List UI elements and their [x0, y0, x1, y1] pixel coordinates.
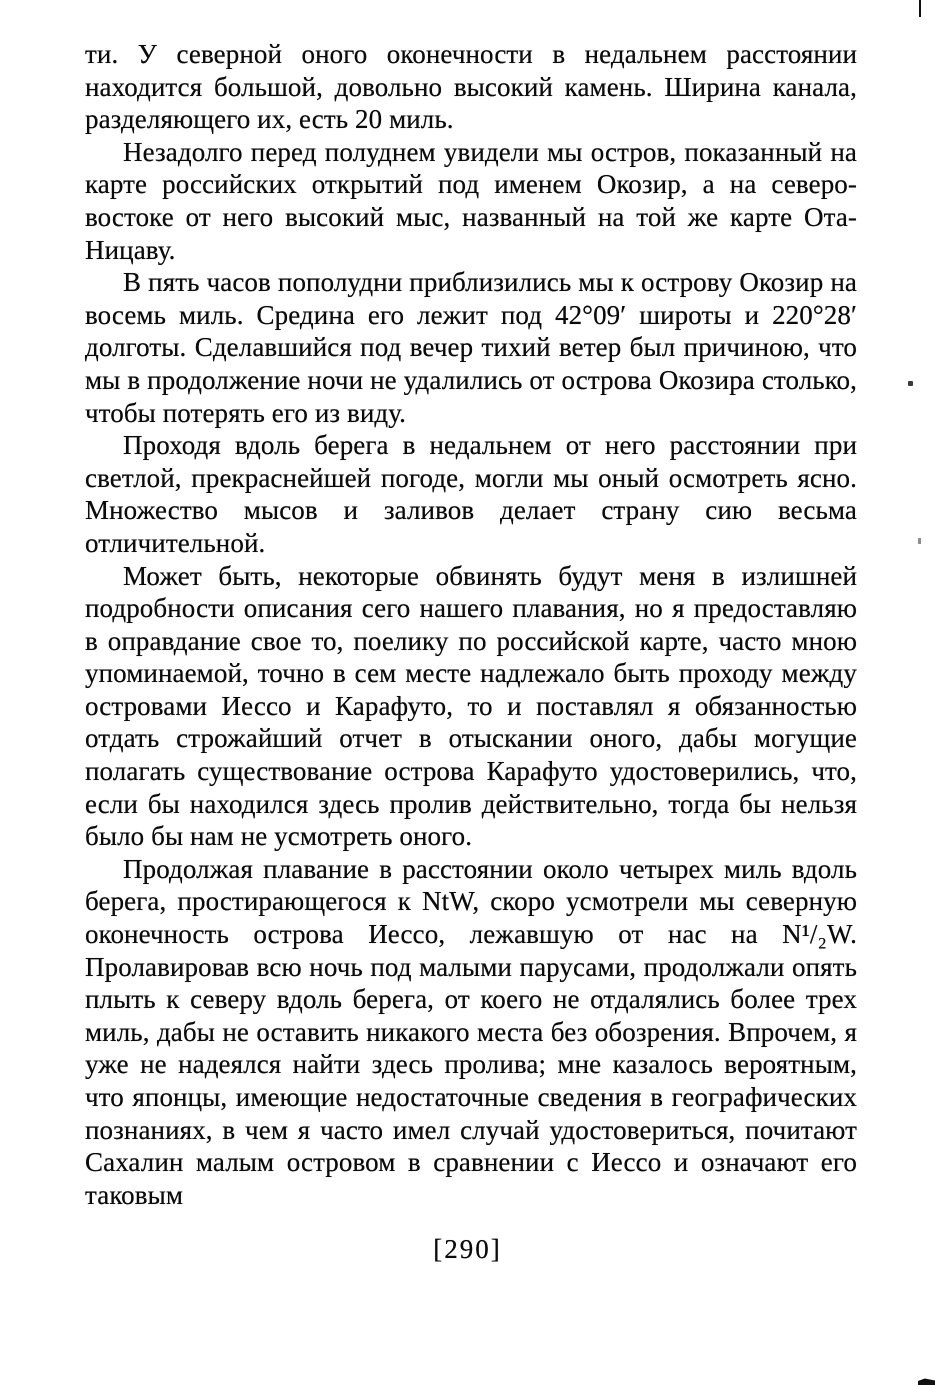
scan-artifact-right-speck-faint	[918, 538, 921, 544]
paragraph: Незадолго перед полуднем увидели мы остров, показанный на карте российских открытий под именем Окозир, а на северо-востоке от него высокий мыс, названный на той же карте Ота-Ницаву.	[85, 136, 857, 265]
page-text-block	[85, 38, 857, 1211]
paragraph: Продолжая плавание в расстоянии около четырех миль вдоль берега, простирающегося к NtW, скоро усмотрели мы северную оконечность острова Иессо, лежавшую от нас на N¹/₂W. Пролавировав всю ночь под малыми парусами, продолжали опять плыть к северу вдоль берега, от коего не отдалялись более трех миль, дабы не оставить никакого места без обозрения. Впрочем, я уже не надеялся найти здесь пролива; мне казалось вероятным, что японцы, имеющие недостаточные сведения в географических познаниях, в чем я часто имел случай удостовериться, почитают Сахалин малым островом в сравнении с Иессо и означают его таковым	[85, 853, 857, 1210]
scan-artifact-right-speck	[908, 381, 913, 386]
paragraph: Может быть, некоторые обвинять будут меня в излишней подробности описания сего нашего плавания, но я предоставляю в оправдание свое то, поелику по российской карте, часто мною упоминаемой, точно в сем месте надлежало быть проходу между островами Иессо и Карафуто, то и поставлял я обязанностью отдать строжайший отчет в отыскании оного, дабы могущие полагать существование острова Карафуто удостоверились, что, если бы находился здесь пролив действительно, тогда бы нельзя было бы нам не усмотреть оного.	[85, 560, 857, 852]
scan-artifact-top-right-tick	[919, 0, 921, 17]
paragraph: В пять часов пополудни приблизились мы к острову Окозир на восемь миль. Средина его лежит под 42°09′ широты и 220°28′ долготы. Сделавшийся под вечер тихий ветер был причиною, что мы в продолжение ночи не удалились от острова Окозира столько, чтобы потерять его из виду.	[85, 267, 857, 428]
page-number: [290]	[433, 1234, 502, 1264]
paragraph: Проходя вдоль берега в недальнем от него расстоянии при светлой, прекраснейшей погоде, могли мы оный осмотреть ясно. Множество мысов и заливов делает страну сию весьма отличительной.	[85, 430, 857, 558]
paragraph-continuation: ти. У северной оного оконечности в недальнем расстоянии находится большой, довольно высокий камень. Ширина канала, разделяющего их, есть 20 миль.	[85, 39, 857, 135]
scan-artifact-bottom-corner	[918, 1375, 935, 1385]
